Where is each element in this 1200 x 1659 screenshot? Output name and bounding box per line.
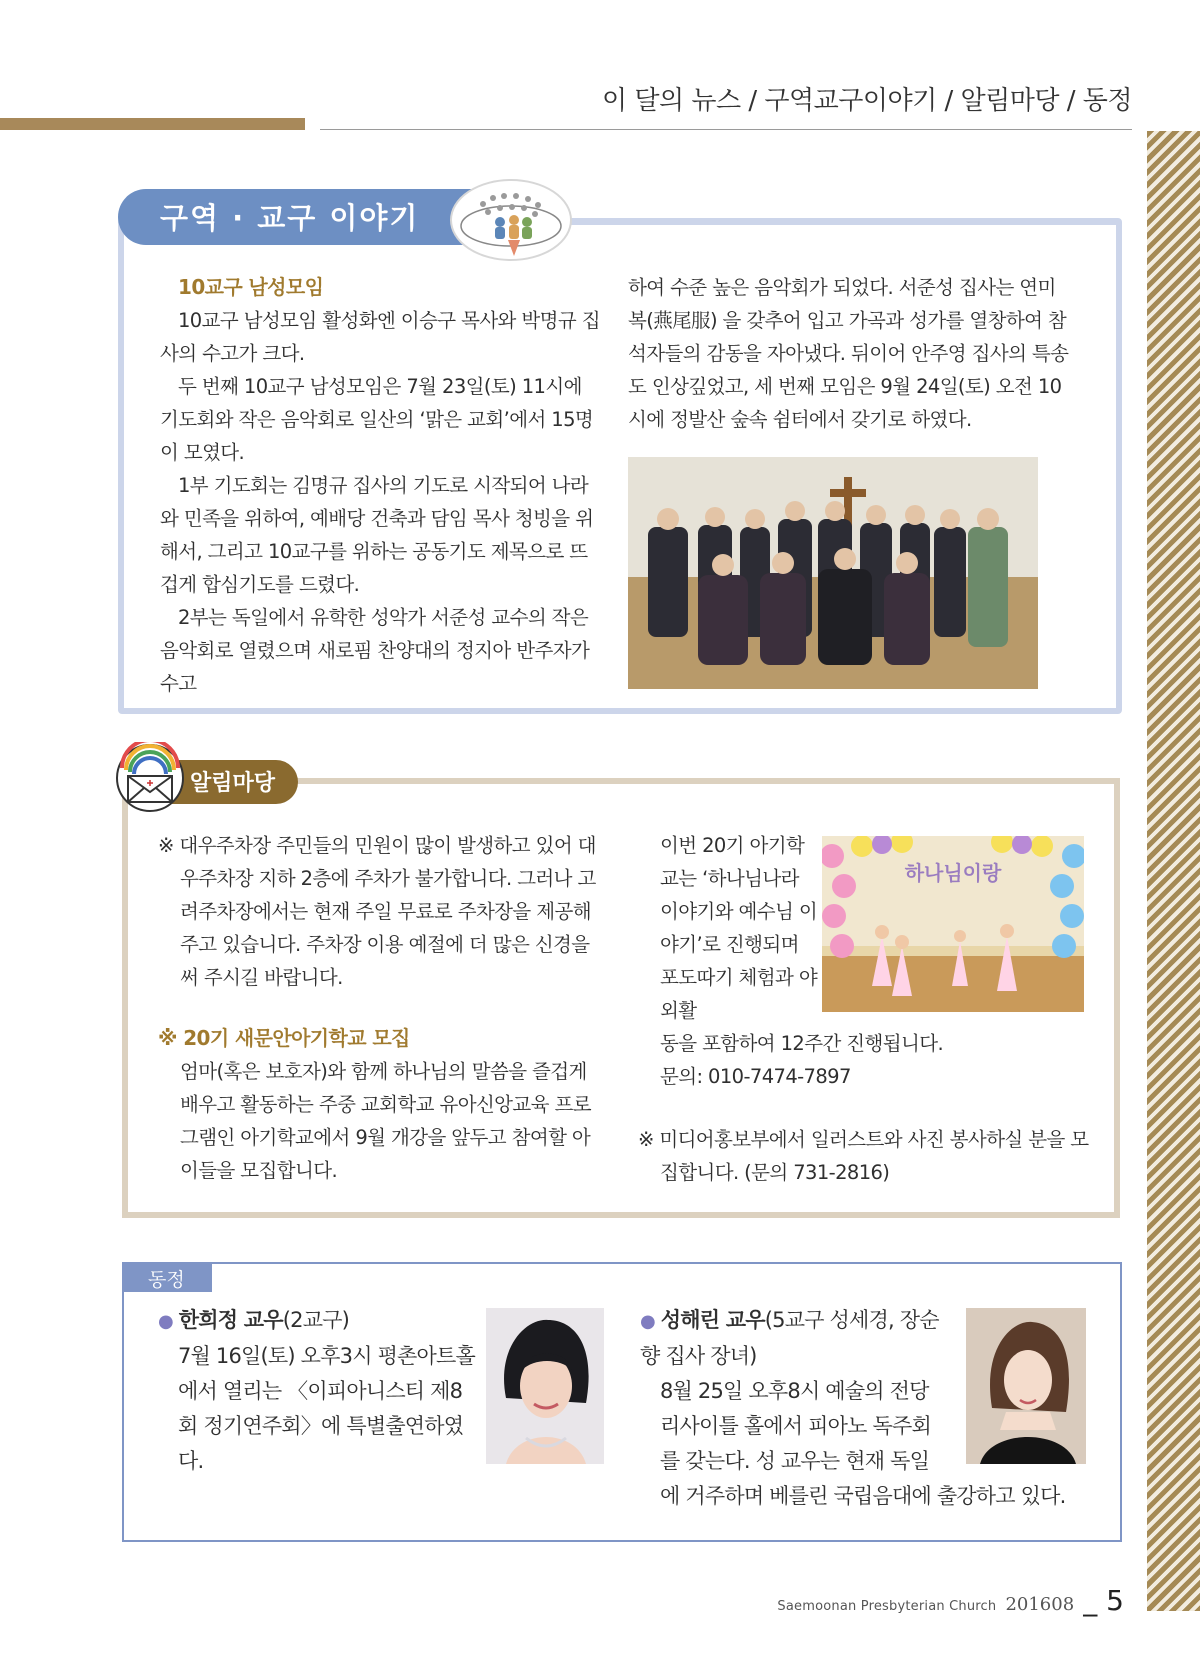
section2-left-column [158,829,608,1187]
bullet-icon: ● [640,1311,655,1332]
photo-banner-text: 하나님이랑 [904,861,1002,885]
person2-name: 성해린 교우 [660,1308,765,1332]
notice-baby-school-duration: 동을 포함하여 12주간 진행됩니다. [660,1032,944,1055]
envelope-rainbow-icon [114,742,186,814]
section1-top-rule [565,219,1120,225]
section1-paragraph: 10교구 남성모임 활성화엔 이승구 목사와 박명규 집사의 수고가 크다. [160,309,600,365]
notice-parking: ※ 대우주차장 주민들의 민원이 많이 발생하고 있어 대우주차장 지하 2층에 주차가 불가합니다. 그러나 고려주차장에서는 현재 주일 무료로 주차장을 제공해 주고 있습니다. 주차장 이용 예절에 더 많은 신경을 써 주시길 바랍니다. [158,834,596,989]
page-number-value: 5 [1106,1584,1124,1617]
notice-baby-school-continued-2 [660,1027,1100,1093]
section1-paragraph: 두 번째 10교구 남성모임은 7월 23일(토) 11시에 기도회와 작은 음악회로 일산의 ‘맑은 교회’에서 15명이 모였다. [160,375,594,464]
notice-baby-school-continued: 이번 20기 아기학교는 ‘하나님나라 이야기와 예수님 이야기’로 진행되며 포도따기 체험과 야외활 [660,834,818,1022]
header-gold-bar [0,118,305,130]
header-nav: 이 달의 뉴스 / 구역교구이야기 / 알림마당 / 동정 [602,86,1132,116]
person1-portrait [486,1308,604,1464]
baby-school-photo-art [822,836,1084,1012]
person1-name: 한희정 교우 [178,1308,283,1332]
person2-portrait [966,1308,1086,1464]
header-rule [320,129,1132,130]
group-photo [628,457,1038,689]
person2-affiliation: (5교구 성세경, 장순향 집사 장녀) [640,1308,939,1368]
section2-title: 알림마당 [190,771,276,796]
person2-text: 8월 25일 오후8시 예술의 전당 리사이틀 홀에서 피아노 독주회를 갖는다. 성 교우는 현재 독일 [660,1379,931,1473]
notice-baby-school-body: 엄마(혹은 보호자)와 함께 하나님의 말씀을 즐겁게 배우고 활동하는 주중 교회학교 유아신앙교육 프로그램인 아기학교에서 9월 개강을 앞두고 참여할 아이들을 모집합니다. [180,1060,591,1182]
notice-baby-school-contact: 문의: 010-7474-7897 [660,1065,851,1088]
baby-school-photo [822,836,1084,1012]
footer [777,1584,1124,1617]
section2-media-notice [638,1123,1098,1189]
section1-paragraph: 1부 기도회는 김명규 집사의 기도로 시작되어 나라와 민족을 위하여, 예배당 건축과 담임 목사 청빙을 위해서, 그리고 10교구를 위하는 공동기도 제목으로 뜨겁게 합심기도를 드렸다. [160,474,594,596]
section1-right-column: 하여 수준 높은 음악회가 되었다. 서준성 집사는 연미복(燕尾服) 을 갖추어 입고 가곡과 성가를 열창하여 참석자들의 감동을 자아냈다. 뒤이어 안주영 집사의 특송도 인상깊었고, 세 번째 모임은 9월 24일(토) 오전 10시에 정발산 숲속 쉼터에서 갖기로 하였다. [628,276,1069,431]
side-decorative-stripe [1147,131,1200,1611]
notice-baby-school-title: ※ 20기 새문안아기학교 모집 [158,1026,410,1050]
person1-block [158,1303,478,1479]
person1-affiliation: (2교구) [282,1308,350,1332]
footer-issue: 201608 [1005,1594,1075,1615]
person2-text-continued: 에 거주하며 베를린 국립음대에 출강하고 있다. [660,1484,1066,1508]
bullet-icon: ● [158,1311,173,1332]
notice-media-volunteer: ※ 미디어홍보부에서 일러스트와 사진 봉사하실 분을 모집합니다. (문의 731-2816) [638,1128,1089,1184]
section1-paragraph: 2부는 독일에서 유학한 성악가 서준성 교수의 작은 음악회로 열렸으며 새로핌 찬양대의 정지아 반주자가 수고 [160,606,590,695]
section1-subtitle: 10교구 남성모임 [178,275,324,299]
section1-left-column [160,271,600,700]
footer-church-name: Saemoonan Presbyterian Church [777,1599,997,1614]
section1-title: 구역 · 교구 이야기 [160,201,420,235]
person1-heading [158,1303,478,1339]
page-number: _ 5 [1083,1584,1124,1617]
crowd-illustration-icon [448,176,574,266]
person2-heading [640,1303,940,1374]
section3-title: 동정 [148,1269,185,1291]
person1-text: 7월 16일(토) 오후3시 평촌아트홀에서 열리는 〈이피아니스티 제8회 정기연주회〉에 특별출연하였다. [178,1344,476,1473]
person2-wrap [640,1303,940,1479]
